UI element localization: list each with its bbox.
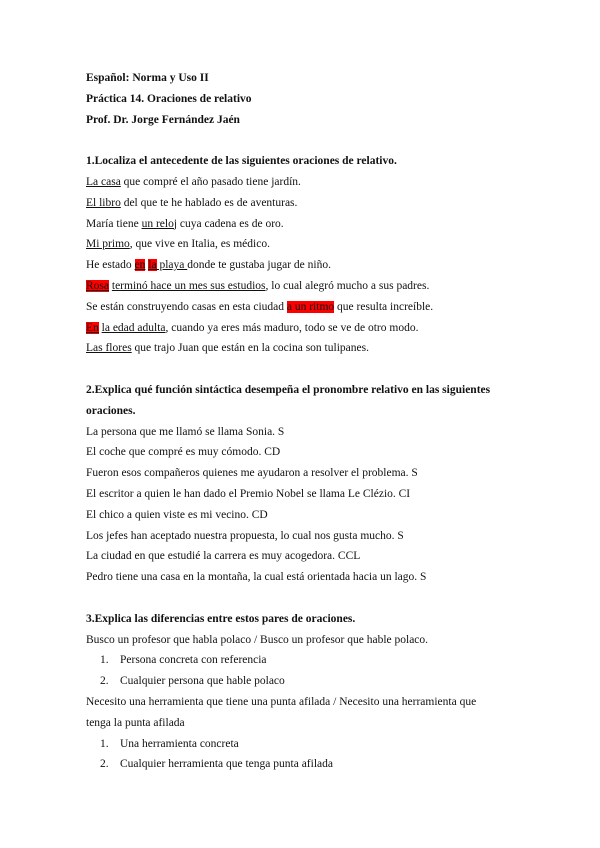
sentence-text: Se están construyendo casas en esta ciudad bbox=[86, 300, 287, 313]
pair2-list bbox=[86, 734, 516, 776]
section2-sentence: El coche que compré es muy cómodo. CD bbox=[86, 446, 281, 459]
document-content bbox=[86, 68, 516, 775]
pair1-list bbox=[86, 650, 516, 692]
spacer bbox=[86, 359, 516, 380]
marked-text: la bbox=[148, 259, 157, 272]
section1-sentence bbox=[86, 318, 516, 339]
sentence-text: que compré el año pasado tiene jardín. bbox=[120, 175, 301, 188]
pair1-sentence: Busco un profesor que habla polaco / Busco un profesor que hable polaco. bbox=[86, 633, 429, 646]
section1-sentence bbox=[86, 214, 516, 235]
section1-sentence bbox=[86, 193, 516, 214]
section2-sentence: Fueron esos compañeros quienes me ayudaron a resolver el problema. S bbox=[86, 467, 418, 480]
section1-title: 1.Localiza el antecedente de las siguientes oraciones de relativo. bbox=[86, 155, 397, 168]
section1-sentence bbox=[86, 276, 516, 297]
sentence-text: He estado bbox=[86, 259, 135, 272]
marked-text: Las flores bbox=[86, 342, 132, 355]
section2-title-line2: oraciones. bbox=[86, 404, 136, 417]
list-text: Persona concreta con referencia bbox=[120, 654, 267, 667]
spacer bbox=[86, 588, 516, 609]
marked-text: El libro bbox=[86, 196, 121, 209]
pair2-sentence-line2: tenga la punta afilada bbox=[86, 716, 185, 729]
list-item bbox=[86, 734, 516, 755]
section2-sentence: La persona que me llamó se llama Sonia. S bbox=[86, 425, 285, 438]
section1-sentence bbox=[86, 255, 516, 276]
section2-sentence: El chico a quien viste es mi vecino. CD bbox=[86, 508, 268, 521]
list-number: 2. bbox=[100, 675, 109, 688]
course-title: Español: Norma y Uso II bbox=[86, 72, 209, 84]
marked-text: playa bbox=[156, 259, 188, 272]
sentence-text: , cuando ya eres más maduro, todo se ve de otro modo. bbox=[165, 321, 419, 334]
list-item bbox=[86, 754, 516, 775]
sentence-text: , lo cual alegró mucho a sus padres. bbox=[265, 279, 430, 292]
pair2-sentence-line1: Necesito una herramienta que tiene una punta afilada / Necesito una herramienta que bbox=[86, 695, 477, 708]
section2-sentence: El escritor a quien le han dado el Premio Nobel se llama Le Clézio. CI bbox=[86, 487, 411, 500]
sentence-text: que trajo Juan que están en la cocina son tulipanes. bbox=[131, 342, 369, 355]
list-text: Una herramienta concreta bbox=[120, 737, 239, 750]
section2-sentence: La ciudad en que estudié la carrera es muy acogedora. CCL bbox=[86, 550, 361, 563]
section1-sentence bbox=[86, 172, 516, 193]
list-item bbox=[86, 671, 516, 692]
marked-text: La casa bbox=[86, 175, 121, 188]
marked-text: En bbox=[86, 321, 99, 334]
list-item bbox=[86, 650, 516, 671]
marked-text: la edad adulta bbox=[101, 321, 166, 334]
section2-sentences bbox=[86, 422, 516, 588]
spacer bbox=[86, 130, 516, 151]
section2-title-line1: 2.Explica qué función sintáctica desempeña el pronombre relativo en las siguientes bbox=[86, 383, 491, 396]
marked-text: Rosa bbox=[86, 279, 109, 292]
section1-sentences bbox=[86, 172, 516, 359]
list-number: 2. bbox=[100, 758, 109, 771]
list-number: 1. bbox=[100, 654, 109, 667]
list-text: Cualquier persona que hable polaco bbox=[120, 675, 285, 688]
marked-text: a un ritmo bbox=[286, 300, 335, 313]
practice-title: Práctica 14. Oraciones de relativo bbox=[86, 92, 252, 105]
section3-title: 3.Explica las diferencias entre estos pares de oraciones. bbox=[86, 612, 356, 625]
marked-text: terminó hace un mes sus estudios bbox=[111, 279, 266, 292]
sentence-text: cuya cadena es de oro. bbox=[177, 217, 284, 230]
section1-sentence bbox=[86, 297, 516, 318]
section2-sentence: Pedro tiene una casa en la montaña, la cual está orientada hacia un lago. S bbox=[86, 571, 427, 584]
list-text: Cualquier herramienta que tenga punta afilada bbox=[120, 758, 333, 771]
sentence-text: donde te gustaba jugar de niño. bbox=[187, 259, 331, 272]
professor-name: Prof. Dr. Jorge Fernández Jaén bbox=[86, 113, 240, 126]
marked-text: en bbox=[134, 259, 146, 272]
section1-sentence bbox=[86, 338, 516, 359]
section2-sentence: Los jefes han aceptado nuestra propuesta, lo cual nos gusta mucho. S bbox=[86, 529, 404, 542]
marked-text: un reloj bbox=[141, 217, 178, 230]
marked-text: Mi primo bbox=[86, 238, 130, 251]
section1-sentence bbox=[86, 234, 516, 255]
sentence-text: , que vive en Italia, es médico. bbox=[129, 238, 270, 251]
sentence-text: del que te he hablado es de aventuras. bbox=[120, 196, 298, 209]
list-number: 1. bbox=[100, 737, 109, 750]
sentence-text: que resulta increíble. bbox=[334, 300, 434, 313]
sentence-text: María tiene bbox=[86, 217, 142, 230]
